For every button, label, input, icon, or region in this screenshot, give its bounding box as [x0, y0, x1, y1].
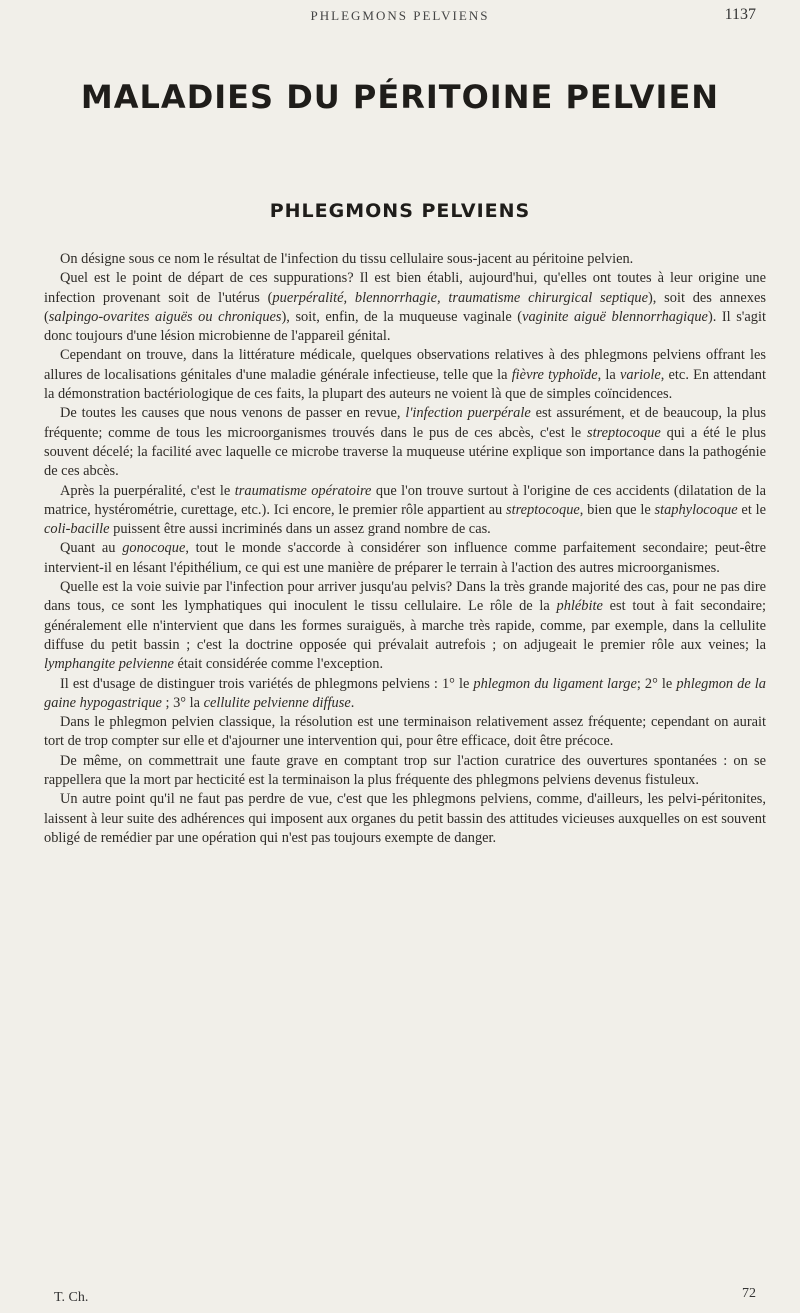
- italic-term: vaginite aiguë blennorrhagique: [522, 308, 708, 325]
- text-run: puissent être aussi incriminés dans un assez grand nombre de cas.: [109, 521, 491, 538]
- paragraph: [44, 675, 766, 714]
- text-run: , tout le monde s'accorde à considérer son influence comme parfaitement secondaire; peut-être intervient-il en lésant l'épithélium, ce qui est une manière de préparer le terrain à l'action des autres microorganismes.: [44, 540, 766, 576]
- text-run: , etc. En attendant la démonstration bactériologique de ces faits, la plupart des auteurs ne voient là que de simples coïncidences.: [44, 366, 766, 403]
- page-footer: [44, 1286, 766, 1308]
- text-run: était considérée comme l'exception.: [173, 656, 384, 673]
- text-run: De toutes les causes que nous venons de passer en revue,: [60, 405, 406, 422]
- text-run: Cependant on trouve, dans la littérature médicale, quelques observations relatives à des phlegmons pelviens offrant les allures de localisations génitales d'une maladie générale infectieuse, telle que la: [44, 347, 766, 383]
- paragraph: [44, 482, 766, 540]
- italic-term: streptocoque: [586, 424, 661, 441]
- text-run: ; 3° la: [161, 694, 204, 711]
- paragraph: [44, 790, 766, 848]
- signature-number: 72: [742, 1286, 756, 1301]
- section-title: PHLEGMONS PELVIENS: [269, 200, 531, 222]
- text-run: Après la puerpéralité, c'est le: [60, 482, 235, 499]
- text-run: , la: [597, 366, 620, 383]
- italic-term: streptocoque: [505, 501, 580, 518]
- running-head: PHLEGMONS PELVIENS: [310, 8, 490, 23]
- italic-term: salpingo-ovarites aiguës ou chroniques: [48, 308, 282, 325]
- text-run: est tout à fait secondaire; généralement elle n'intervient que dans les formes suraiguës, à marche très rapide, comme, par exemple, dans la cellulite diffuse du petit bassin ; c'est la doctrine opposée qui prévalait autrefois ; on adjugeait le premier rôle aux veines; la: [44, 598, 766, 653]
- text-run: qui a été le plus souvent décelé; la facilité avec laquelle ce microbe traverse la muqueuse utérine explique son importance dans la pathogénie de ces abcès.: [44, 424, 766, 480]
- text-run: ). Il s'agit donc toujours d'une lésion microbienne de l'appareil génital.: [44, 308, 766, 345]
- text-run: On désigne sous ce nom le résultat de l'infection du tissu cellulaire sous-jacent au péritoine pelvien.: [60, 251, 634, 267]
- italic-term: cellulite pelvienne diffuse: [203, 694, 351, 711]
- italic-term: phlébite: [556, 598, 603, 615]
- italic-term: phlegmon de la gaine hypogastrique: [44, 675, 766, 711]
- text-run: et le: [737, 501, 766, 518]
- text-run: Quelle est la voie suivie par l'infection pour arriver jusqu'au pelvis? Dans la très grande majorité des cas, pour ne pas dire dans tous, ce sont les lymphatiques qui inoculent le tissu cellulaire. Le rôle de la: [44, 579, 766, 615]
- italic-term: variole: [620, 366, 661, 383]
- text-run: ; 2° le: [636, 675, 677, 692]
- italic-term: puerpéralité, blennorrhagie, traumatisme chirurgical septique: [272, 289, 648, 306]
- italic-term: fièvre typhoïde: [511, 366, 598, 383]
- paragraph: [44, 752, 766, 791]
- text-run: ), soit, enfin, de la muqueuse vaginale (: [281, 308, 523, 325]
- text-run: , bien que le: [579, 501, 655, 518]
- italic-term: lymphangite pelvienne: [44, 656, 174, 673]
- text-run: est assurément, et de beaucoup, la plus fréquente; comme de tous les microorganismes trouvés dans le pus de ces abcès, c'est le: [44, 405, 767, 441]
- signature-mark: T. Ch.: [54, 1290, 89, 1305]
- paragraph: [44, 713, 766, 752]
- italic-term: gonocoque: [122, 540, 186, 557]
- paragraph: [44, 578, 766, 674]
- page-number: 1137: [724, 6, 756, 23]
- text-run: Dans le phlegmon pelvien classique, la résolution est une terminaison relativement assez fréquente; cependant on aurait tort de trop compter sur elle et d'ajourner une intervention qui, pour être efficace, doit être précoce.: [44, 714, 766, 750]
- paragraph: [44, 539, 766, 578]
- text-run: Un autre point qu'il ne faut pas perdre de vue, c'est que les phlegmons pelviens, comme, d'ailleurs, les pelvi-péritonites, laissent à leur suite des adhérences qui imposent aux organes du petit bassin des attitudes vicieuses auxquelles on est souvent obligé de remédier par une opération qui n'est pas toujours exempte de danger.: [44, 791, 766, 846]
- text-run: .: [350, 694, 355, 711]
- text-run: De même, on commettrait une faute grave en comptant trop sur l'action curatrice des ouvertures spontanées : on se rappellera que la mort par hecticité est la terminaison la plus fréquente des phlegmons pelviens devenus fistuleux.: [44, 752, 766, 789]
- italic-term: staphylocoque: [654, 501, 738, 518]
- paragraph: [44, 250, 766, 269]
- text-run: Il est d'usage de distinguer trois variétés de phlegmons pelviens : 1° le: [60, 675, 474, 692]
- text-run: ), soit des annexes (: [44, 289, 766, 325]
- italic-term: l'infection puerpérale: [405, 405, 531, 422]
- paragraph: [44, 404, 766, 481]
- text-run: Quel est le point de départ de ces suppurations? Il est bien établi, aujourd'hui, qu'elles ont toutes à leur origine une infection provenant soit de l'utérus (: [44, 270, 766, 306]
- paragraph: [44, 269, 766, 346]
- italic-term: phlegmon du ligament large: [473, 675, 637, 692]
- chapter-title: MALADIES DU PÉRITOINE PELVIEN: [80, 78, 720, 116]
- paragraph: [44, 346, 766, 404]
- text-run: Quant au: [60, 540, 123, 557]
- italic-term: traumatisme opératoire: [234, 482, 372, 499]
- italic-term: coli-bacille: [44, 521, 110, 538]
- text-run: que l'on trouve surtout à l'origine de ces accidents (dilatation de la matrice, hystérométrie, curettage, etc.). Ici encore, le premier rôle appartient au: [44, 482, 766, 518]
- body-text: [44, 250, 766, 848]
